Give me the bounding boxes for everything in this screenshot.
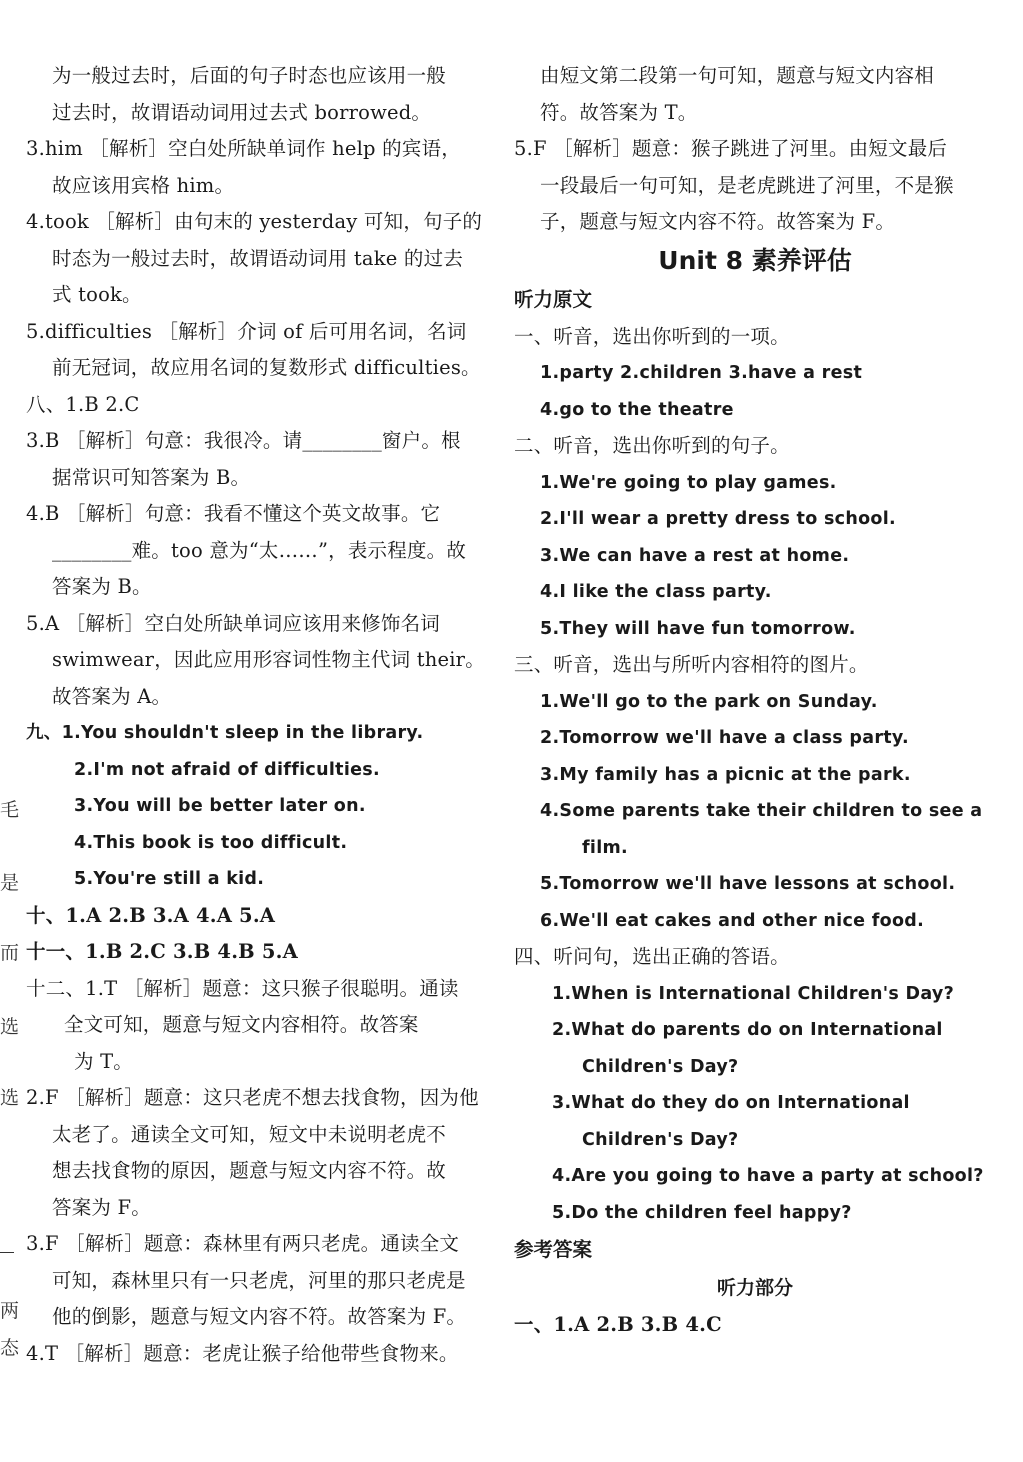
text-line: 全文可知，题意与短文内容相符。故答案 xyxy=(64,1013,419,1036)
text-line: 符。故答案为 T。 xyxy=(540,100,698,124)
text-line: 据常识可知答案为 B。 xyxy=(52,465,251,489)
text-line: film. xyxy=(582,837,628,858)
unit-title: Unit 8 素养评估 xyxy=(658,245,852,275)
text-line: swimwear，因此应用形容词性物主代词 their。 xyxy=(52,648,485,671)
text-line: 2.F ［解析］题意：这只老虎不想去找食物，因为他 xyxy=(26,1086,479,1109)
text-line: 1.party 2.children 3.have a rest xyxy=(540,363,863,383)
text-line: 子，题意与短文内容不符。故答案为 F。 xyxy=(540,210,896,233)
answer-line: 一、1.A 2.B 3.B 4.C xyxy=(514,1313,722,1336)
text-line: 可知，森林里只有一只老虎，河里的那只老虎是 xyxy=(52,1268,466,1292)
text-line: 八、1.B 2.C xyxy=(26,392,140,416)
edge-glyph: 毛 xyxy=(0,799,20,821)
edge-glyph: 两 xyxy=(0,1300,20,1322)
text-line: 5.F ［解析］题意：猴子跳进了河里。由短文最后 xyxy=(514,137,948,160)
edge-glyph: 选 xyxy=(0,1087,20,1109)
text-line: 十、1.A 2.B 3.A 4.A 5.A xyxy=(26,903,276,927)
text-line: 3.What do they do on International xyxy=(552,1093,910,1113)
text-line: 4.go to the theatre xyxy=(540,399,734,420)
text-line: 答案为 B。 xyxy=(52,575,152,598)
edge-glyph: 而 xyxy=(0,942,20,964)
right-column xyxy=(514,58,996,1344)
text-line: 十一、1.B 2.C 3.B 4.B 5.A xyxy=(26,940,298,963)
listening-part-heading: 听力部分 xyxy=(716,1277,793,1299)
text-line: 太老了。通读全文可知，短文中未说明老虎不 xyxy=(52,1122,447,1146)
text-line: 2.What do parents do on International xyxy=(552,1020,943,1040)
text-line: 1.We're going to play games. xyxy=(540,472,837,493)
text-line: 4.took ［解析］由句末的 yesterday 可知，句子的 xyxy=(26,210,483,233)
text-line: 5.Tomorrow we'll have lessons at school. xyxy=(540,874,956,894)
text-line: 由短文第二段第一句可知，题意与短文内容相 xyxy=(540,64,935,87)
text-line: 式 took。 xyxy=(52,283,142,306)
text-line: 4.B ［解析］句意：我看不懂这个英文故事。它 xyxy=(26,502,441,525)
text-line: Children's Day? xyxy=(582,1056,739,1077)
text-line: 为 T。 xyxy=(74,1049,134,1073)
edge-glyph: 是 xyxy=(0,872,20,894)
text-line: 九、1.You shouldn't sleep in the library. xyxy=(26,723,424,743)
text-line: 想去找食物的原因，题意与短文内容不符。故 xyxy=(52,1159,447,1182)
text-line: 6.We'll eat cakes and other nice food. xyxy=(540,910,925,931)
text-line: 前无冠词，故应用名词的复数形式 difficulties。 xyxy=(52,356,481,379)
text-line: 3.We can have a rest at home. xyxy=(540,545,850,566)
text-line: 4.Are you going to have a party at school? xyxy=(552,1166,984,1186)
listening-script xyxy=(514,319,996,1232)
text-line: 四、听问句，选出正确的答语。 xyxy=(514,945,790,968)
edge-glyph: 态 xyxy=(0,1337,20,1359)
text-line: 他的倒影，题意与短文内容不符。故答案为 F。 xyxy=(52,1305,467,1328)
text-line: 5.Do the children feel happy? xyxy=(552,1202,852,1223)
text-line: 4.This book is too difficult. xyxy=(74,832,348,853)
answers-heading: 参考答案 xyxy=(514,1238,593,1261)
text-line: 5.difficulties ［解析］介词 of 后可用名词，名词 xyxy=(26,319,467,343)
text-line: Children's Day? xyxy=(582,1129,739,1150)
text-line: ________难。too 意为“太……”，表示程度。故 xyxy=(52,538,467,562)
text-line: 3.F ［解析］题意：森林里有两只老虎。通读全文 xyxy=(26,1232,460,1255)
right-top-answers xyxy=(514,58,996,241)
text-line: 故应该用宾格 him。 xyxy=(52,173,235,197)
text-line: 3.You will be better later on. xyxy=(74,796,366,816)
text-line: 一段最后一句可知，是老虎跳进了河里，不是猴 xyxy=(540,173,954,197)
text-line: 3.B ［解析］句意：我很冷。请________窗户。根 xyxy=(26,429,461,452)
text-line: 4.I like the class party. xyxy=(540,582,772,602)
edge-rule xyxy=(0,1252,14,1253)
text-line: 1.We'll go to the park on Sunday. xyxy=(540,691,878,712)
text-line: 为一般过去时，后面的句子时态也应该用一般 xyxy=(52,64,447,87)
text-line: 2.Tomorrow we'll have a class party. xyxy=(540,728,909,748)
text-line: 故答案为 A。 xyxy=(52,684,172,708)
text-line: 2.I'll wear a pretty dress to school. xyxy=(540,509,896,529)
listening-script-heading: 听力原文 xyxy=(514,287,593,311)
text-line: 三、听音，选出与所听内容相符的图片。 xyxy=(514,653,869,676)
text-line: 十二、1.T ［解析］题意：这只猴子很聪明。通读 xyxy=(26,976,459,1000)
text-line: 1.When is International Children's Day? xyxy=(552,983,955,1004)
text-line: 3.My family has a picnic at the park. xyxy=(540,764,911,785)
text-line: 2.I'm not afraid of difficulties. xyxy=(74,759,380,780)
text-line: 5.They will have fun tomorrow. xyxy=(540,618,856,639)
edge-glyph: 选 xyxy=(0,1016,20,1038)
text-line: 过去时，故谓语动词用过去式 borrowed。 xyxy=(52,100,432,124)
text-line: 5.A ［解析］空白处所缺单词应该用来修饰名词 xyxy=(26,611,440,635)
text-line: 一、听音，选出你听到的一项。 xyxy=(514,324,790,348)
text-line: 4.Some parents take their children to see a xyxy=(540,801,983,821)
page-edge-fragments xyxy=(0,0,22,1462)
text-line: 时态为一般过去时，故谓语动词用 take 的过去 xyxy=(52,246,464,270)
text-line: 二、听音，选出你听到的句子。 xyxy=(514,434,790,457)
left-column xyxy=(26,58,504,1372)
text-line: 答案为 F。 xyxy=(52,1195,151,1219)
text-line: 5.You're still a kid. xyxy=(74,869,265,889)
text-line: 4.T ［解析］题意：老虎让猴子给他带些食物来。 xyxy=(26,1341,459,1365)
text-line: 3.him ［解析］空白处所缺单词作 help 的宾语， xyxy=(26,137,461,160)
